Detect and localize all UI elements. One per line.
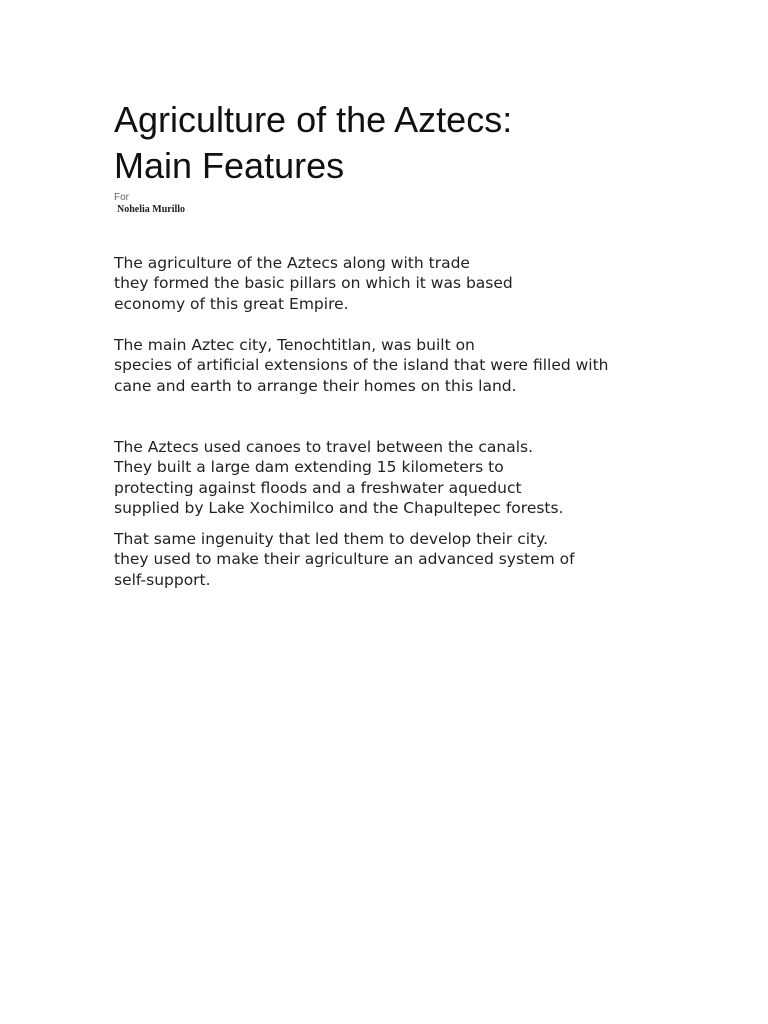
title-line-2: Main Features [114, 145, 345, 186]
page-title [114, 97, 512, 189]
paragraph-line: The Aztecs used canoes to travel between the canals. [114, 438, 534, 456]
paragraph-line: The main Aztec city, Tenochtitlan, was built on [114, 336, 475, 354]
paragraph-line: The agriculture of the Aztecs along with trade [114, 254, 470, 272]
paragraph-2 [114, 335, 609, 396]
paragraph-line: That same ingenuity that led them to develop their city. [114, 530, 549, 548]
paragraph-line: self-support. [114, 570, 211, 589]
paragraph-line: cane and earth to arrange their homes on this land. [114, 376, 517, 395]
byline-author: Nohelia Murillo [117, 204, 186, 215]
paragraph-line: They built a large dam extending 15 kilometers to [114, 458, 504, 477]
paragraph-1 [114, 253, 513, 314]
byline-for-label: For [114, 192, 129, 203]
title-line-1: Agriculture of the Aztecs: [114, 99, 513, 140]
paragraph-line: supplied by Lake Xochimilco and the Chapultepec forests. [114, 498, 564, 517]
paragraph-line: they formed the basic pillars on which it was based [114, 274, 513, 293]
paragraph-4 [114, 529, 575, 590]
paragraph-line: they used to make their agriculture an advanced system of [114, 550, 575, 569]
paragraph-line: species of artificial extensions of the island that were filled with [114, 356, 609, 375]
paragraph-line: protecting against floods and a freshwater aqueduct [114, 478, 522, 497]
paragraph-3 [114, 437, 564, 518]
paragraph-line: economy of this great Empire. [114, 294, 349, 313]
